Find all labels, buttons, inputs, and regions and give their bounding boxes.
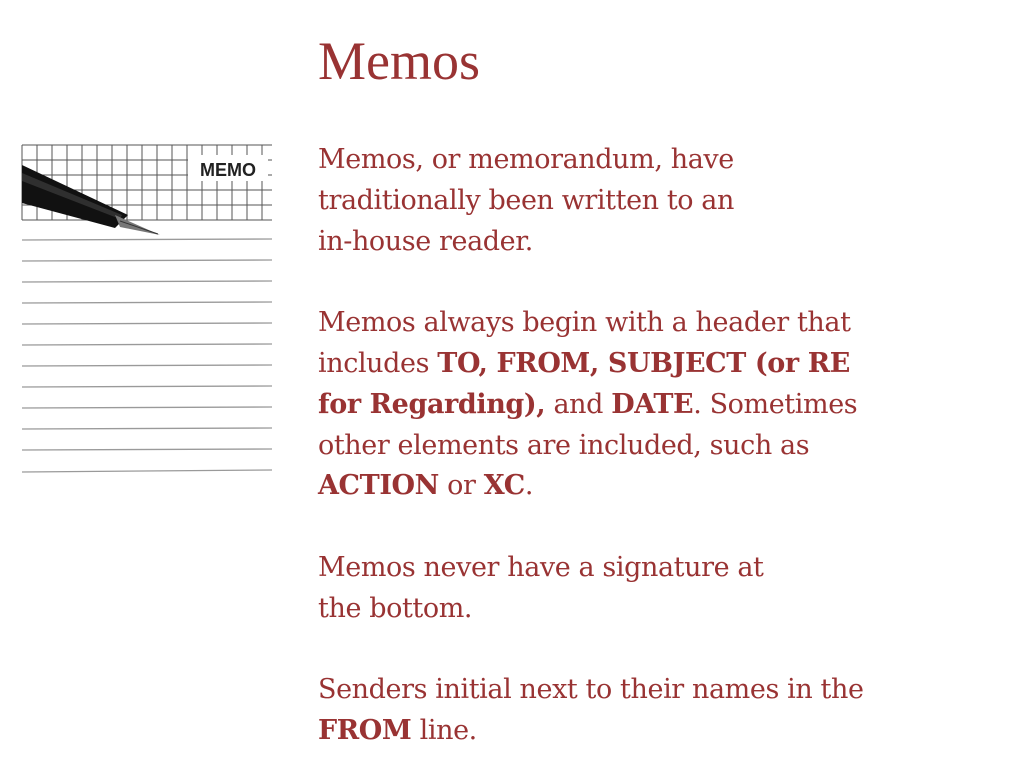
paragraph-2-text-2: includes <box>318 347 438 379</box>
memo-label: MEMO <box>200 160 256 180</box>
ruled-lines <box>22 239 272 472</box>
paragraph-1 <box>318 140 1018 262</box>
paragraph-2-text-7: . <box>524 470 534 502</box>
action-field-bold: ACTION <box>318 470 439 502</box>
paragraph-1-line-1: Memos, or memorandum, have <box>318 144 734 175</box>
paragraph-2-text-6: or <box>438 470 484 502</box>
slide-body <box>318 140 1018 752</box>
paragraph-2-text-4: . Sometimes <box>693 388 858 420</box>
paragraph-4-text-2: line. <box>411 715 477 747</box>
paragraph-2-text-3: and <box>545 388 612 420</box>
paragraph-2 <box>318 303 1018 507</box>
date-field-bold: DATE <box>611 388 694 420</box>
paragraph-1-line-2: traditionally been written to an <box>318 184 734 216</box>
paragraph-4 <box>318 670 1018 752</box>
slide-title: Memos <box>318 31 480 91</box>
paragraph-1-line-3: in-house reader. <box>318 225 533 257</box>
paragraph-3-line-1: Memos never have a signature at <box>318 551 764 583</box>
paragraph-4-text-1: Senders initial next to their names in the <box>318 674 864 706</box>
xc-field-bold: XC <box>483 470 525 502</box>
paragraph-3-line-2: the bottom. <box>318 592 473 624</box>
from-field-bold: FROM <box>318 715 412 747</box>
paragraph-2-text-1: Memos always begin with a header that <box>318 307 851 339</box>
paragraph-2-text-5: other elements are included, such as <box>318 429 810 461</box>
memo-notepad-image <box>20 143 274 478</box>
header-fields-bold-1: TO, FROM, SUBJECT (or RE <box>437 347 850 379</box>
paragraph-3 <box>318 548 1018 630</box>
header-fields-bold-2: for Regarding), <box>318 388 546 420</box>
